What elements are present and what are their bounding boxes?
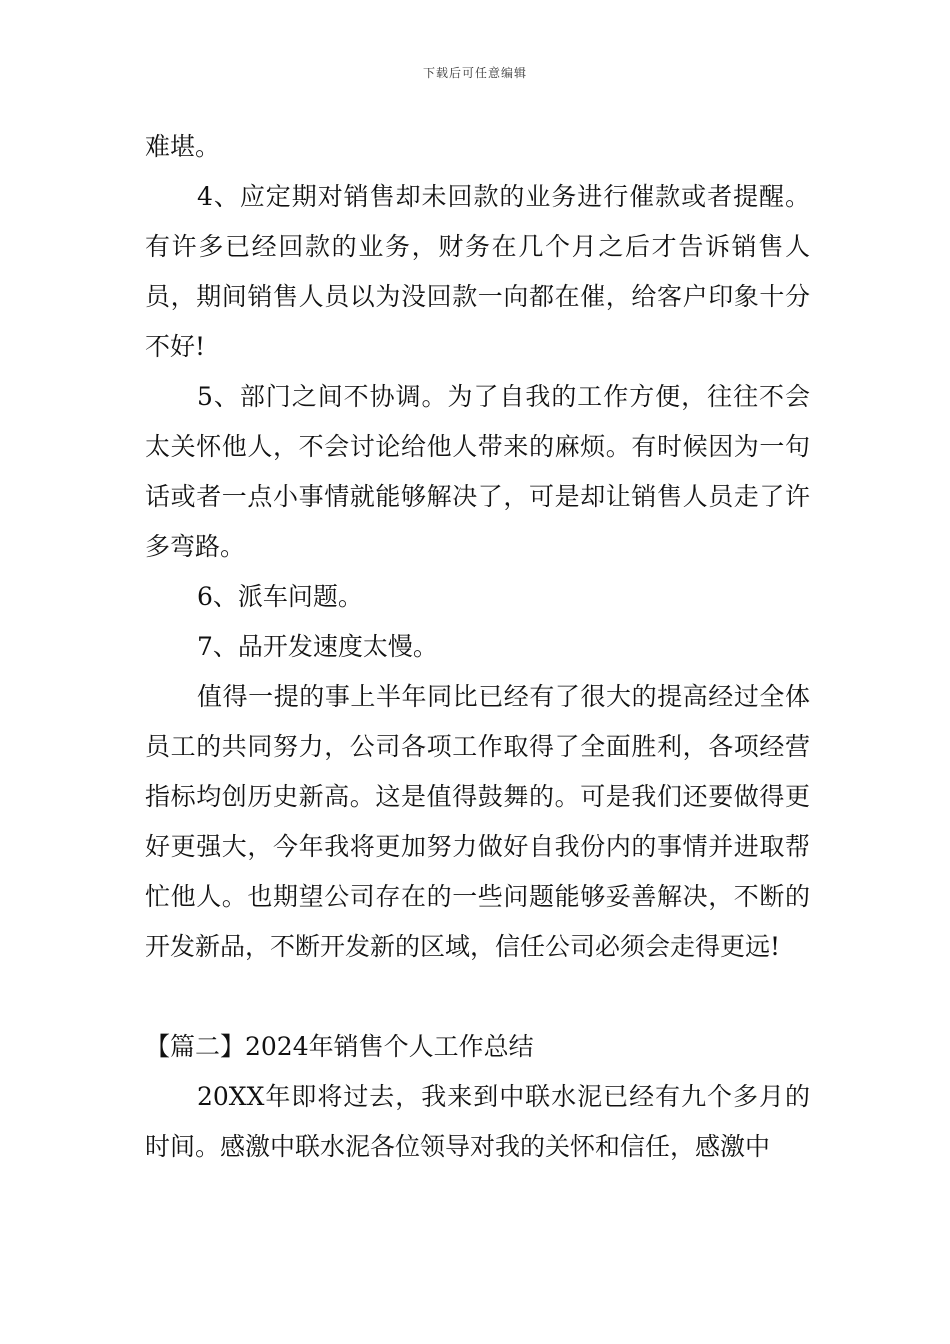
paragraph-item-5: 5、部门之间不协调。为了自我的工作方便，往往不会太关怀他人，不会讨论给他人带来的麻烦。有时候因为一句话或者一点小事情就能够解决了，可是却让销售人员走了许多弯路。 (145, 382, 810, 561)
page-header: 下载后可任意编辑 (422, 66, 527, 80)
section-title: 【篇二】2024年销售个人工作总结 (145, 1032, 534, 1061)
paragraph-item-7: 7、品开发速度太慢。 (197, 632, 438, 661)
paragraph-continuation: 难堪。 (145, 132, 221, 161)
paragraph-conclusion: 值得一提的事上半年同比已经有了很大的提高经过全体员工的共同努力，公司各项工作取得了全面胜利，各项经营指标均创历史新高。这是值得鼓舞的。可是我们还要做得更好更强大，今年我将更加努力做好自我份内的事情并进取帮忙他人。也期望公司存在的一些问题能够妥善解决，不断的开发新品，不断开发新的区域，信任公司必须会走得更远! (145, 682, 810, 961)
document-body (145, 122, 810, 1172)
paragraph-item-4: 4、应定期对销售却未回款的业务进行催款或者提醒。有许多已经回款的业务，财务在几个月之后才告诉销售人员，期间销售人员以为没回款一向都在催，给客户印象十分不好! (145, 182, 810, 361)
paragraph-item-6: 6、派车问题。 (197, 582, 363, 611)
section-spacer (145, 972, 810, 1022)
section-paragraph: 20XX年即将过去，我来到中联水泥已经有九个多月的时间。感激中联水泥各位领导对我的关怀和信任，感激中 (145, 1082, 810, 1161)
